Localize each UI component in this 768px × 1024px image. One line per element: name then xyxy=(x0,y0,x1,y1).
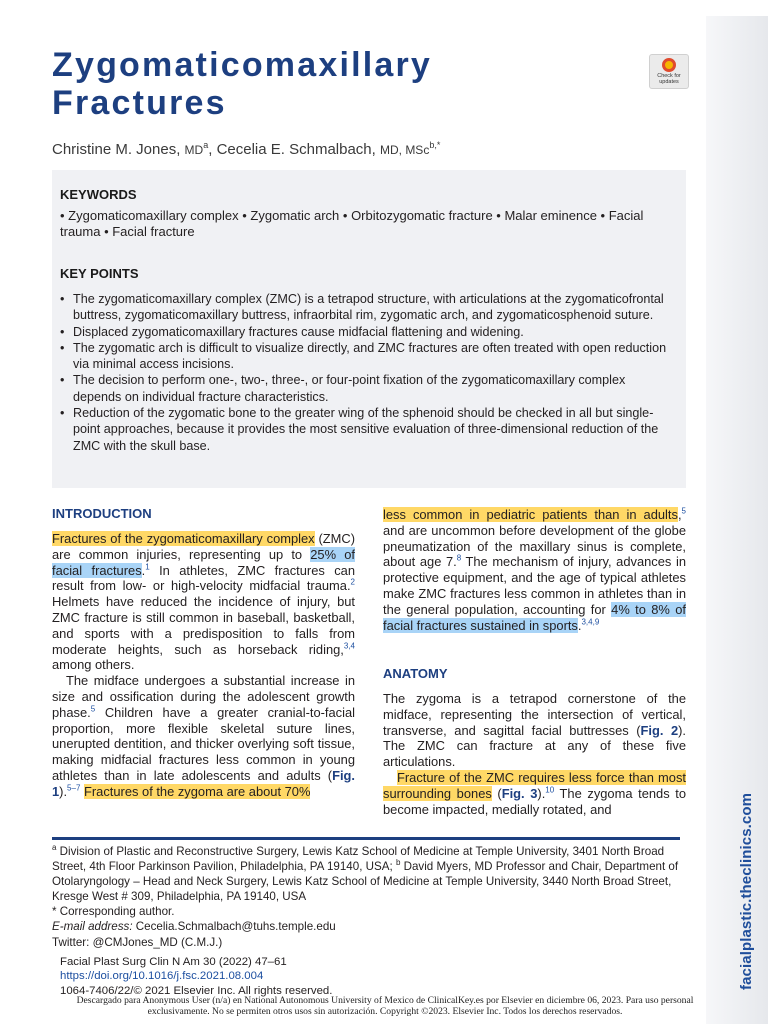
copyright-line: 1064-7406/22/© 2021 Elsevier Inc. All rights reserved. xyxy=(60,984,333,997)
anatomy-paragraph-1: The zygoma is a tetrapod cornerstone of the midface, representing the intersection of vertical, transverse, and sagittal facial buttresses (Fig. 2). The ZMC can fracture at any of these five articulations. xyxy=(383,691,686,770)
affiliations: $^a$ Division of Plastic and Reconstructive Surgery, Lewis Katz School of Medicine at Temple University, 3401 North Broad Street, 4th Floor Parkinson Pavilion, Philadelphia, PA 19140, USA; $^b$ David Myers, MD Professor and Chair, Department of Otolaryngology – Head and Neck Surgery, Lewis Katz School of Medicine at Temple University, 3440 North Broad Street, Kresge West # 309, Philadelphia, PA 19140, USA xyxy=(52,843,679,904)
footnote-divider xyxy=(52,837,680,840)
intro-paragraph-2: The midface undergoes a substantial increase in size and ossification during the adolescent growth phase.$^5$ Children have a greater cranial-to-facial proportion, more flexible skeletal suture lines, unerupted dentition, and thicker overlying soft tissue, making midfacial fractures less common in young athletes than in late adolescents and adults (Fig. 1).$^{5-7}$ Fractures of the zygoma are about 70% xyxy=(52,673,355,799)
highlight-blue[interactable]: 25% of facial fractures xyxy=(52,546,355,578)
reference-link[interactable]: 8 xyxy=(456,554,462,564)
keywords-heading: KEYWORDS xyxy=(60,187,137,202)
reference-link[interactable]: 5–7 xyxy=(67,783,81,793)
footnotes xyxy=(52,844,680,950)
anatomy-heading: ANATOMY xyxy=(383,666,448,681)
intro-paragraph-3: less common in pediatric patients than in adults,$^5$ and are uncommon before development of the globe pneumatization of the maxillary sinus is complete, about age 7.$^8$ The mechanism of injury, advances in protective equipment, and the age of typical athletes make ZMC fractures less common in athletes than in the general population, accounting for 4% to 8% of facial fractures sustained in sports.$^{3,4,9}$ xyxy=(383,506,686,633)
reference-link[interactable]: 2 xyxy=(350,578,355,588)
reference-link[interactable]: 5 xyxy=(90,704,96,714)
author-2-degree: MD, MSc xyxy=(379,143,430,157)
author-1-affiliation: a xyxy=(203,140,209,150)
author-line xyxy=(52,141,440,158)
email-address[interactable]: Cecelia.Schmalbach@tuhs.temple.edu xyxy=(132,920,336,934)
author-2-affiliation: b,* xyxy=(429,140,441,150)
figure-link[interactable]: Fig. 3 xyxy=(501,785,538,801)
email-line: E-mail address: Cecelia.Schmalbach@tuhs.temple.edu xyxy=(52,920,336,934)
crossmark-label-2: updates xyxy=(659,79,679,85)
download-disclaimer: Descargado para Anonymous User (n/a) en National Autonomous University of Mexico de ClinicalKey.es por Elsevier en diciembre 06, 2023. Para uso personal exclusivamente. No se permiten otros usos sin autorización. Copyright ©2023. Elsevier Inc. Todos los derechos reservados. xyxy=(76,995,694,1018)
anatomy-paragraph-2: Fracture of the ZMC requires less force than most surrounding bones (Fig. 3).$^{10}$ The zygoma tends to become impacted, medially rotated, and xyxy=(383,769,686,817)
highlight-yellow[interactable]: Fractures of the zygoma are about 70% xyxy=(84,783,311,799)
highlight-yellow[interactable]: Fractures of the zygomaticomaxillary complex xyxy=(52,531,315,546)
key-point-item: • Displaced zygomaticomaxillary fractures cause midfacial flattening and widening. xyxy=(60,324,670,340)
key-points-heading: KEY POINTS xyxy=(60,266,139,281)
reference-link[interactable]: 10 xyxy=(545,785,555,795)
twitter-line: Twitter: @CMJones_MD (C.M.J.) xyxy=(52,935,223,949)
crossmark-label-1: Check for xyxy=(657,73,681,79)
key-point-item: • The decision to perform one-, two-, three-, or four-point fixation of the zygomaticomaxillary complex depends on individual fracture characteristics. xyxy=(60,372,670,405)
introduction-heading: INTRODUCTION xyxy=(52,506,152,521)
reference-link[interactable]: 1 xyxy=(145,562,150,572)
anatomy-text xyxy=(383,691,686,817)
journal-sidebar xyxy=(706,16,768,1024)
intro-paragraph-1: Fractures of the zygomaticomaxillary complex (ZMC) are common injuries, representing up to 25% of facial fractures.$^1$ In athletes, ZMC fractures can result from low- or high-velocity midfacial trauma.$^2$ Helmets have reduced the incidence of injury, but ZMC fracture is still common in baseball, basketball, and sports with a predisposition to falls from moderate heights, such as horseback riding,$^{3,4}$ among others. xyxy=(52,531,355,673)
citation-block xyxy=(60,955,332,998)
highlight-yellow[interactable]: less common in pediatric patients than in adults xyxy=(383,507,678,522)
author-1-name: Christine M. Jones, xyxy=(52,141,185,158)
key-point-item: • The zygomatic arch is difficult to visualize directly, and ZMC fractures are often treated with open reduction via minimal access incisions. xyxy=(60,340,670,373)
doi-link[interactable]: https://doi.org/10.1016/j.fsc.2021.08.004 xyxy=(60,970,264,983)
figure-link[interactable]: Fig. 2 xyxy=(640,722,679,738)
journal-url[interactable]: facialplastic.theclinics.com xyxy=(738,792,755,990)
right-column xyxy=(383,507,686,633)
figure-link[interactable]: Fig. 1 xyxy=(52,767,355,799)
journal-citation: Facial Plast Surg Clin N Am 30 (2022) 47–61 xyxy=(60,956,287,968)
reference-link[interactable]: 3,4 xyxy=(343,641,355,651)
reference-link[interactable]: 5 xyxy=(681,506,686,516)
key-point-item: • The zygomaticomaxillary complex (ZMC) is a tetrapod structure, with articulations at the zygomaticofrontal buttress, zygomaticomaxillary buttress, infraorbital rim, zygomatic arch, and zygomaticosphenoid suture. xyxy=(60,291,670,324)
highlight-blue[interactable]: 4% to 8% of facial fractures sustained in sports xyxy=(383,601,686,633)
reference-link[interactable]: 3,4,9 xyxy=(581,617,600,627)
author-1-degree: MD xyxy=(184,143,204,157)
article-title: Zygomaticomaxillary Fractures xyxy=(52,46,433,122)
keywords-list: • Zygomaticomaxillary complex • Zygomatic arch • Orbitozygomatic fracture • Malar eminence • Facial trauma • Facial fracture xyxy=(60,208,644,239)
left-column xyxy=(52,531,355,800)
author-2-name: , Cecelia E. Schmalbach, xyxy=(208,141,380,158)
key-points-list xyxy=(60,291,670,454)
crossmark-icon xyxy=(662,58,676,72)
check-for-updates-badge[interactable] xyxy=(649,54,689,89)
highlight-yellow[interactable]: Fracture of the ZMC requires less force than most surrounding bones xyxy=(383,769,686,801)
key-point-item: • Reduction of the zygomatic bone to the greater wing of the sphenoid should be checked in all but single-point approaches, because it provides the most sensitive evaluation of three-dimensional reduction of the ZMC with the skull base. xyxy=(60,405,670,454)
corresponding-author: * Corresponding author. xyxy=(52,905,175,919)
